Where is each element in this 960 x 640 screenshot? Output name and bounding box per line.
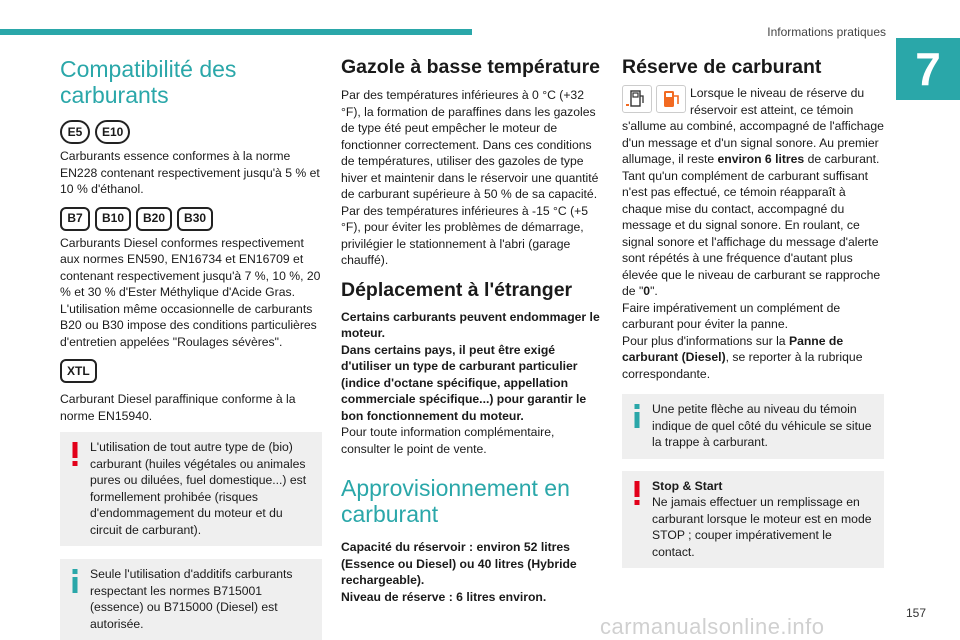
reserve-text-1: Lorsque le niveau de réserve du réservoir est atteint, ce témoin s'allume au combiné, accompagné de l'affichage d'un message et d'un signal sonore. Au premier allumage, il reste environ 6 litres de carburant.: [622, 86, 884, 166]
reserve-text-4: Pour plus d'informations sur la Panne de carburant (Diesel), se reporter à la rubrique correspondante.: [622, 333, 863, 381]
b10-badge: B10: [95, 207, 131, 231]
info-note-arrow: [622, 394, 884, 459]
abroad-warning-1: Certains carburants peuvent endommager le moteur.: [341, 309, 600, 340]
header-accent-bar: [0, 29, 472, 35]
fuel-pump-outline-icon: [622, 85, 652, 113]
b30-badge: B30: [177, 207, 213, 231]
fuel-pump-filled-icon: [656, 85, 686, 113]
heading-abroad: Déplacement à l'étranger: [341, 278, 573, 301]
b20-badge: B20: [136, 207, 172, 231]
info-text: Seule l'utilisation d'additifs carburants respectant les normes B715001 (essence) ou B715000 (Diesel) est autorisée.: [90, 567, 293, 631]
warning-text: L'utilisation de tout autre type de (bio) carburant (huiles végétales ou animales pures ou diluées, fuel domestique...) est formellement prohibée (risques d'endommagement du moteur et du circuit de carburant).: [90, 440, 307, 537]
page-number: 157: [905, 606, 926, 620]
e5-badge: E5: [60, 120, 90, 144]
low-temp-text-1: Par des températures inférieures à 0 °C (+32 °F), la formation de paraffines dans les gazoles de type été peut empêcher le moteur de fonctionner correctement. Dans ces conditions de températures, utiliser des gazoles de type hiver et maintenir dans le réservoir une quantité de carburant supérieure à 50 % de sa capacité.: [341, 88, 599, 201]
xtl-badges: [60, 359, 322, 383]
stop-start-text: Ne jamais effectuer un remplissage en carburant lorsque le moteur est en mode STOP ; couper impérativement le contact.: [652, 495, 872, 559]
heading-reserve: Réserve de carburant: [622, 56, 822, 78]
petrol-badges: [60, 120, 322, 144]
heading-compatibility: Compatibilité des carburants: [60, 56, 237, 108]
warning-note: [60, 432, 322, 546]
xtl-badge: XTL: [60, 359, 97, 383]
reserve-text-2: Tant qu'un complément de carburant suffisant n'est pas effectué, ce témoin réapparaît à chaque mise du contact, accompagné du message et du signal sonore. En roulant, ce signal sonore et l'affichage du message d'alerte sont répétés à une fréquence d'autant plus élevée que le niveau de carburant se rapproche de "0".: [622, 168, 881, 298]
b7-badge: B7: [60, 207, 90, 231]
heading-refuelling: Approvisionnement en carburant: [341, 475, 570, 527]
reserve-paragraph-block: [622, 85, 884, 168]
heading-low-temperature: Gazole à basse température: [341, 56, 601, 78]
petrol-text: Carburants essence conformes à la norme EN228 contenant respectivement jusqu'à 5 % et 10 % d'éthanol.: [60, 149, 320, 196]
info-icon: [632, 402, 642, 430]
low-temp-text-2: Par des températures inférieures à -15 °C (+5 °F), pour éviter les problèmes de démarrage, privilégier le stationnement à l'abri (garage chauffé).: [341, 203, 589, 267]
abroad-warning-2: Dans certains pays, il peut être exigé d'utiliser un type de carburant particulier (indice d'octane spécifique, appellation commerciale spécifique...) pour garantir le bon fonctionnement du moteur.: [341, 342, 587, 423]
fuel-warning-icons: [622, 85, 686, 113]
warning-exclamation-icon: [70, 440, 80, 468]
reserve-text-3: Faire impérativement un complément de carburant pour éviter la panne.: [622, 300, 841, 331]
column-diesel: [341, 56, 603, 605]
section-title: Informations pratiques: [767, 25, 886, 39]
chapter-number: 7: [896, 38, 960, 100]
tank-capacity: Capacité du réservoir : environ 52 litres (Essence ou Diesel) ou 40 litres (Hybride rechargeable).: [341, 540, 577, 587]
warning-exclamation-icon: [632, 479, 642, 507]
info-icon: [70, 567, 80, 595]
abroad-text: Pour toute information complémentaire, consulter le point de vente.: [341, 425, 555, 456]
diesel-badges: [60, 207, 322, 231]
info-arrow-text: Une petite flèche au niveau du témoin indique de quel côté du véhicule se situe la trappe à carburant.: [652, 402, 872, 449]
reserve-level: Niveau de réserve : 6 litres environ.: [341, 589, 547, 604]
info-note: [60, 559, 322, 640]
warning-note-stop-start: [622, 471, 884, 569]
column-compatibility: [60, 56, 322, 640]
xtl-text: Carburant Diesel paraffinique conforme à la norme EN15940.: [60, 392, 296, 423]
column-reserve: [622, 56, 884, 568]
diesel-text: Carburants Diesel conformes respectivement aux normes EN590, EN16734 et EN16709 et contenant respectivement jusqu'à 7 %, 10 %, 20 % et 30 % d'Ester Méthylique d'Acide Gras. L'utilisation même occasionnelle de carburants B20 ou B30 impose des conditions particulières d'entretien appelées "Roulages sévères".: [60, 235, 321, 349]
e10-badge: E10: [95, 120, 130, 144]
watermark: carmanualsonline.info: [600, 614, 825, 639]
stop-start-title: Stop & Start: [652, 478, 723, 493]
